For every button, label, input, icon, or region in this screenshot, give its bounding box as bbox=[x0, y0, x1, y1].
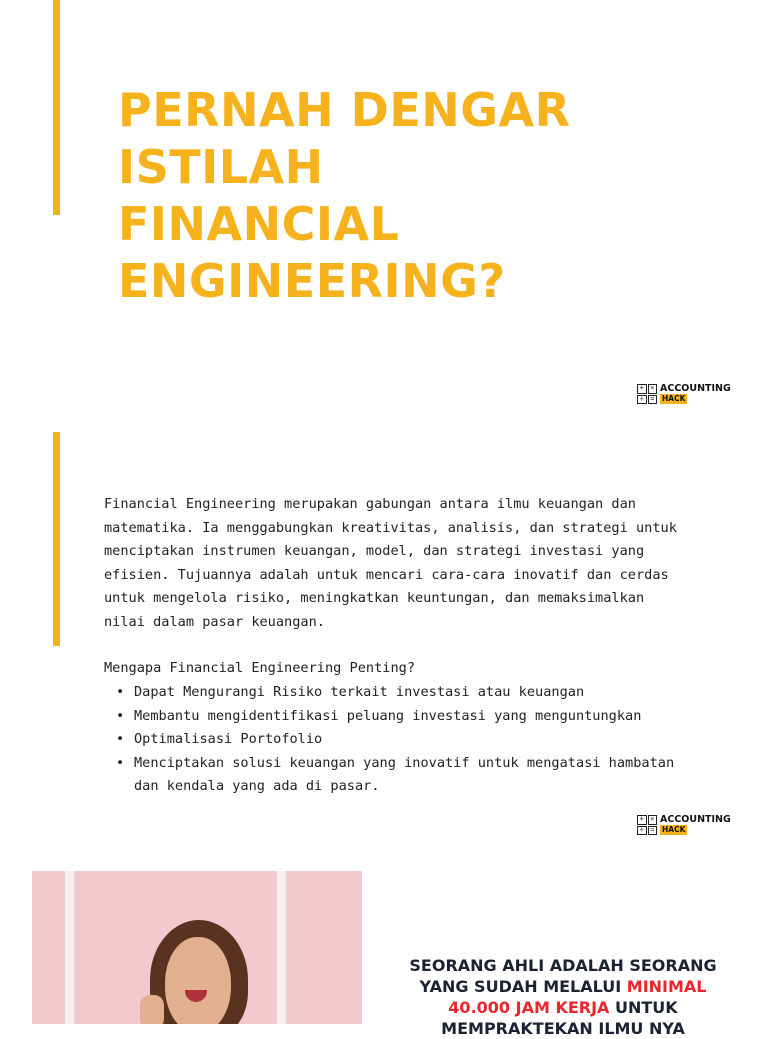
brand-word-accounting: ACCOUNTING bbox=[660, 383, 731, 394]
list-item: • Optimalisasi Portofolio bbox=[104, 728, 684, 752]
quote-line-2a: YANG SUDAH MELALUI bbox=[419, 977, 627, 996]
presenter-photo bbox=[32, 871, 362, 1024]
brand-logo-top bbox=[637, 384, 731, 404]
quote-text bbox=[388, 955, 738, 1039]
brand-word-hack: HACK bbox=[662, 825, 686, 834]
calculator-icon: + × ÷ = bbox=[637, 815, 657, 835]
intro-line: matematika. Ia menggabungkan kreativitas, analisis, dan strategi untuk bbox=[104, 519, 677, 536]
calculator-icon: + × ÷ = bbox=[637, 384, 657, 404]
quote-highlight-minimal: MINIMAL bbox=[626, 977, 707, 996]
accent-bar-top bbox=[53, 0, 60, 215]
title-line-2: ISTILAH bbox=[118, 140, 324, 194]
quote-line-1: SEORANG AHLI ADALAH SEORANG bbox=[409, 956, 717, 975]
intro-paragraph bbox=[104, 493, 684, 635]
intro-line: untuk mengelola risiko, meningkatkan keuntungan, dan memaksimalkan bbox=[104, 590, 645, 607]
brand-logo-text bbox=[660, 384, 731, 404]
title-line-1: PERNAH DENGAR bbox=[118, 83, 571, 137]
brand-logo-bottom bbox=[637, 815, 731, 835]
list-item: • Membantu mengidentifikasi peluang investasi yang menguntungkan bbox=[104, 705, 684, 729]
benefits-list bbox=[104, 681, 684, 799]
brand-word-accounting: ACCOUNTING bbox=[660, 814, 731, 825]
section-heading: Mengapa Financial Engineering Penting? bbox=[104, 660, 415, 676]
brand-logo-text bbox=[660, 815, 731, 835]
list-item: • Dapat Mengurangi Risiko terkait investasi atau keuangan bbox=[104, 681, 684, 705]
thumbs-up-icon bbox=[140, 995, 164, 1024]
title-line-3: FINANCIAL bbox=[118, 197, 400, 251]
page-title bbox=[118, 82, 718, 310]
quote-line-3b: UNTUK bbox=[609, 998, 678, 1017]
intro-line: menciptakan instrumen keuangan, model, dan strategi investasi yang bbox=[104, 543, 645, 560]
title-line-4: ENGINEERING? bbox=[118, 254, 506, 308]
accent-bar-middle bbox=[53, 432, 60, 646]
quote-highlight-hours: 40.000 JAM KERJA bbox=[448, 998, 610, 1017]
intro-line: Financial Engineering merupakan gabungan antara ilmu keuangan dan bbox=[104, 496, 636, 512]
quote-line-4: MEMPRAKTEKAN ILMU NYA bbox=[441, 1019, 685, 1038]
brand-word-hack: HACK bbox=[662, 394, 686, 403]
intro-line: efisien. Tujuannya adalah untuk mencari cara-cara inovatif dan cerdas bbox=[104, 566, 669, 583]
intro-line: nilai dalam pasar keuangan. bbox=[104, 613, 325, 630]
list-item: • Menciptakan solusi keuangan yang inovatif untuk mengatasi hambatan dan kendala yang ada di pasar. bbox=[104, 752, 684, 799]
